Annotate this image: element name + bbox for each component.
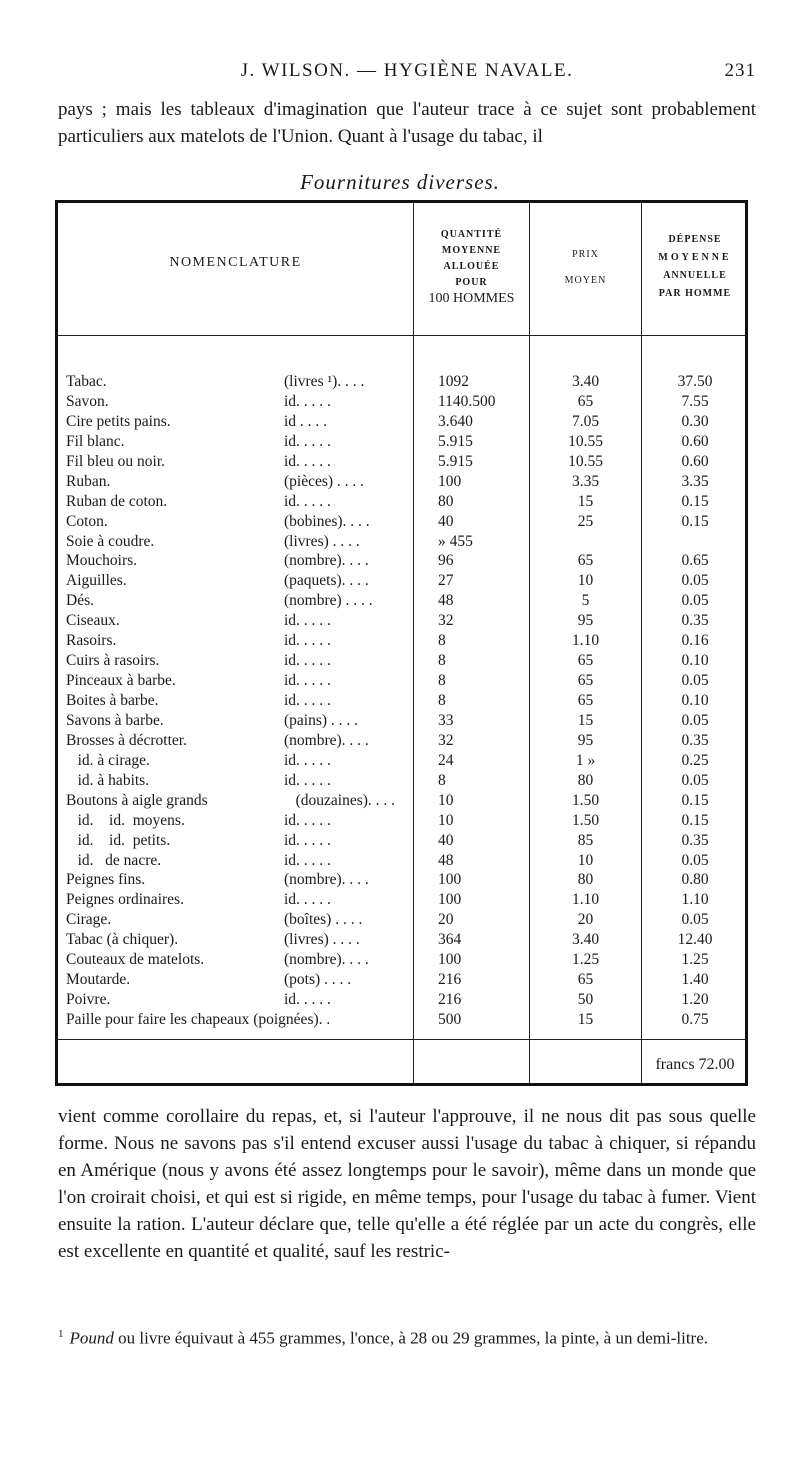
row-expense: 0.15 xyxy=(681,791,709,809)
header-quantite-line: MOYENNE xyxy=(441,245,502,256)
header-quantite-line: ALLOUÉE xyxy=(443,261,500,272)
row-price: 20 xyxy=(577,911,594,929)
row-quantity: 100 xyxy=(438,871,462,889)
row-name: Boutons à aigle grands xyxy=(66,791,208,809)
row-name: Peignes ordinaires. xyxy=(66,891,184,909)
row-unit: id. . . . . xyxy=(284,891,331,909)
row-name: Fil bleu ou noir. xyxy=(66,452,166,470)
row-price: 65 xyxy=(577,971,594,989)
row-quantity: 216 xyxy=(438,971,462,989)
row-price: 15 xyxy=(577,711,594,729)
row-quantity: 100 xyxy=(438,951,462,969)
header-depense-line: PAR HOMME xyxy=(658,288,732,299)
table-row xyxy=(58,671,745,691)
row-expense: 0.35 xyxy=(681,731,709,749)
row-name: Aiguilles. xyxy=(66,572,127,590)
table-row xyxy=(58,851,745,871)
row-quantity: 80 xyxy=(438,492,454,510)
row-expense: 37.50 xyxy=(677,373,713,390)
table-row xyxy=(58,930,745,950)
table-row xyxy=(58,571,745,591)
row-unit: id . . . . xyxy=(284,412,328,430)
row-quantity: 32 xyxy=(438,612,454,630)
table-row xyxy=(58,990,745,1010)
row-price: 3.35 xyxy=(571,472,600,490)
row-expense: 7.55 xyxy=(681,392,709,410)
row-expense: 0.05 xyxy=(681,851,709,869)
row-unit: (nombre) . . . . xyxy=(284,592,373,610)
row-expense: 1.20 xyxy=(681,991,709,1009)
row-quantity: 1140.500 xyxy=(438,392,496,410)
row-unit: (livres) . . . . xyxy=(284,532,360,550)
table-row xyxy=(58,811,745,831)
row-quantity: 100 xyxy=(438,891,462,909)
table-row xyxy=(58,492,745,512)
row-name: Rasoirs. xyxy=(66,632,117,650)
footnote-term: Pound xyxy=(69,1328,114,1348)
table-row xyxy=(58,392,745,412)
table-row xyxy=(58,651,745,671)
row-expense: 0.15 xyxy=(681,811,709,829)
header-depense-line: ANNUELLE xyxy=(663,270,727,281)
row-unit: (paquets). . . . xyxy=(284,572,369,590)
header-quantite-line: QUANTITÉ xyxy=(440,229,503,240)
row-expense: 0.05 xyxy=(681,592,709,610)
row-unit: id. . . . . xyxy=(284,811,331,829)
row-unit: id. . . . . xyxy=(284,692,331,709)
row-unit: id. . . . . xyxy=(284,652,331,670)
row-expense: 1.40 xyxy=(681,971,709,989)
table-row xyxy=(58,831,745,851)
row-price: 5 xyxy=(581,592,590,610)
row-name: id. id. moyens. xyxy=(66,811,185,829)
row-expense: 0.35 xyxy=(681,612,709,630)
row-name: Fil blanc. xyxy=(66,432,125,450)
row-price: 65 xyxy=(577,692,594,709)
row-quantity: 32 xyxy=(438,731,454,749)
row-quantity: 1092 xyxy=(438,373,469,390)
row-quantity: 33 xyxy=(438,711,454,729)
row-price: 15 xyxy=(577,1011,594,1028)
row-price: 10 xyxy=(577,572,594,590)
table-row xyxy=(58,611,745,631)
row-price: 10.55 xyxy=(568,452,603,470)
row-unit: (nombre). . . . xyxy=(284,731,369,749)
row-quantity: 40 xyxy=(438,831,454,849)
page-number: 231 xyxy=(724,60,756,81)
row-name: Cirage. xyxy=(66,911,112,929)
row-unit: (douzaines). . . . xyxy=(284,791,396,809)
row-expense: 0.75 xyxy=(681,1011,709,1028)
row-expense: 1.10 xyxy=(681,891,709,909)
row-expense: 0.25 xyxy=(681,751,709,769)
row-quantity: 8 xyxy=(438,672,446,690)
row-quantity: » 455 xyxy=(438,532,473,550)
table-total: francs 72.00 xyxy=(655,1056,735,1073)
row-expense: 0.05 xyxy=(681,672,709,690)
row-name: Soie à coudre. xyxy=(66,532,155,550)
row-quantity: 100 xyxy=(438,472,462,490)
table-row xyxy=(58,771,745,791)
row-quantity: 10 xyxy=(438,791,454,809)
table-row xyxy=(58,551,745,571)
row-price: 3.40 xyxy=(571,931,600,949)
row-quantity: 27 xyxy=(438,572,454,590)
row-expense: 12.40 xyxy=(677,931,713,949)
row-price: 15 xyxy=(577,492,594,510)
row-quantity: 8 xyxy=(438,692,446,709)
paragraph-bottom: vient comme corollaire du repas, et, si l'auteur l'approuve, il ne nous dit pas sous quelle forme. Nous ne savons pas s'il entend excuser aussi l'usage du tabac à chiquer, si répandu en Amérique (nous y avons été assez longtemps pour le savoir), même dans un monde que l'on croirait choisi, et qui est si rigide, en même temps, pour l'usage du tabac à fumer. Vient ensuite la ration. L'auteur déclare que, telle qu'elle a été réglée par un acte du congrès, elle est excellente en quantité et qualité, sauf les restric- xyxy=(58,1106,756,1262)
header-depense-line: MOYENNE xyxy=(658,252,732,263)
table-row xyxy=(58,970,745,990)
row-quantity: 48 xyxy=(438,592,454,610)
row-price: 95 xyxy=(577,731,594,749)
table-row xyxy=(58,631,745,651)
row-unit: id. . . . . xyxy=(284,632,331,650)
row-unit: id. . . . . xyxy=(284,851,331,869)
table-row xyxy=(58,691,745,711)
row-name: Couteaux de matelots. xyxy=(66,951,205,969)
row-expense: 0.30 xyxy=(681,412,709,430)
row-unit: id. . . . . xyxy=(284,672,331,690)
row-expense: 0.80 xyxy=(681,871,709,889)
table-row xyxy=(58,910,745,930)
table-row xyxy=(58,950,745,970)
row-name: id. id. petits. xyxy=(66,831,171,849)
row-expense: 0.10 xyxy=(681,652,709,670)
row-name: Ruban. xyxy=(66,472,111,490)
supplies-table xyxy=(55,200,748,1086)
row-price: 65 xyxy=(577,652,594,670)
row-name: id. à habits. xyxy=(66,771,150,789)
running-head-title: J. WILSON. — HYGIÈNE NAVALE. xyxy=(240,60,574,81)
row-quantity: 8 xyxy=(438,771,446,789)
row-unit: (nombre). . . . xyxy=(284,552,369,570)
row-expense: 0.16 xyxy=(681,632,709,650)
row-expense: 0.05 xyxy=(681,572,709,590)
row-unit: id. . . . . xyxy=(284,492,331,510)
header-depense xyxy=(642,231,748,303)
row-quantity: 8 xyxy=(438,632,446,650)
row-price: 1 » xyxy=(575,751,596,769)
row-name: Moutarde. xyxy=(66,971,131,989)
table-row xyxy=(58,711,745,731)
row-expense: 0.05 xyxy=(681,911,709,929)
row-unit: (nombre). . . . xyxy=(284,951,369,969)
row-name: Mouchoirs. xyxy=(66,552,138,570)
row-price: 65 xyxy=(577,672,594,690)
header-nomenclature: NOMENCLATURE xyxy=(169,255,302,270)
row-quantity: 20 xyxy=(438,911,454,929)
row-expense: 1.25 xyxy=(681,951,709,969)
row-name: Tabac. xyxy=(66,373,107,390)
row-price: 95 xyxy=(577,612,594,630)
table-row xyxy=(58,870,745,890)
header-depense-line: DÉPENSE xyxy=(668,234,722,245)
row-price: 1.10 xyxy=(571,632,600,650)
row-unit: (nombre). . . . xyxy=(284,871,369,889)
row-expense: 0.10 xyxy=(681,692,709,709)
row-quantity: 40 xyxy=(438,512,454,530)
row-expense: 0.05 xyxy=(681,711,709,729)
row-unit: (pains) . . . . xyxy=(284,711,359,729)
header-prix-line: PRIX xyxy=(572,249,599,260)
row-price: 50 xyxy=(577,991,594,1009)
row-price: 1.50 xyxy=(571,791,600,809)
table-row xyxy=(58,372,745,392)
row-name: id. à cirage. xyxy=(66,751,150,769)
row-price: 7.05 xyxy=(571,412,600,430)
row-name: Coton. xyxy=(66,512,108,530)
row-expense: 0.05 xyxy=(681,771,709,789)
row-name: Tabac (à chiquer). xyxy=(66,931,179,949)
row-unit: (livres) . . . . xyxy=(284,931,360,949)
row-name: Poivre. xyxy=(66,991,111,1009)
row-price: 1.25 xyxy=(571,951,600,969)
row-unit: (pièces) . . . . xyxy=(284,472,365,490)
row-price: 3.40 xyxy=(571,373,600,390)
row-name: Paille pour faire les chapeaux (poignées). . xyxy=(66,1011,331,1028)
row-name: Ruban de coton. xyxy=(66,492,168,510)
row-quantity: 24 xyxy=(438,751,454,769)
row-price: 65 xyxy=(577,552,594,570)
row-expense: 0.15 xyxy=(681,492,709,510)
table-row xyxy=(58,731,745,751)
row-expense: 3.35 xyxy=(681,472,709,490)
row-unit: id. . . . . xyxy=(284,831,331,849)
row-unit: (boîtes) . . . . xyxy=(284,911,363,929)
row-unit: (bobines). . . . xyxy=(284,512,370,530)
row-price: 1.10 xyxy=(571,891,600,909)
table-row xyxy=(58,512,745,532)
paragraph-top: pays ; mais les tableaux d'imagination que l'auteur trace à ce sujet sont probablement particuliers aux matelots de l'Union. Quant à l'usage du tabac, il xyxy=(58,99,756,147)
row-name: Peignes fins. xyxy=(66,871,146,889)
footnote-separator xyxy=(58,1314,756,1322)
row-unit: id. . . . . xyxy=(284,612,331,630)
row-unit: id. . . . . xyxy=(284,771,331,789)
row-price: 10 xyxy=(577,851,594,869)
row-quantity: 3.640 xyxy=(438,412,473,430)
row-expense: 0.60 xyxy=(681,432,709,450)
row-name: Dés. xyxy=(66,592,94,610)
table-row xyxy=(58,791,745,811)
row-unit: id. . . . . xyxy=(284,452,331,470)
header-divider xyxy=(58,335,745,336)
row-quantity: 5.915 xyxy=(438,432,473,450)
section-title: Fournitures diverses. xyxy=(300,170,500,194)
row-unit: (livres ¹). . . . xyxy=(284,373,365,390)
row-price: 80 xyxy=(577,771,594,789)
row-name: Ciseaux. xyxy=(66,612,120,630)
row-unit: id. . . . . xyxy=(284,991,331,1009)
row-quantity: 5.915 xyxy=(438,452,473,470)
row-price: 85 xyxy=(577,831,594,849)
header-quantite-line: 100 HOMMES xyxy=(428,291,515,306)
row-quantity: 96 xyxy=(438,552,454,570)
row-name: Pinceaux à barbe. xyxy=(66,672,176,690)
row-price: 10.55 xyxy=(568,432,603,450)
row-quantity: 48 xyxy=(438,851,454,869)
row-price: 65 xyxy=(577,392,594,410)
row-quantity: 500 xyxy=(438,1011,462,1028)
row-unit: id. . . . . xyxy=(284,392,331,410)
row-unit: id. . . . . xyxy=(284,432,331,450)
table-row xyxy=(58,432,745,452)
header-quantite xyxy=(414,227,529,307)
table-row xyxy=(58,890,745,910)
table-row xyxy=(58,751,745,771)
table-row xyxy=(58,1010,745,1030)
row-name: id. de nacre. xyxy=(66,851,162,869)
row-name: Savons à barbe. xyxy=(66,711,164,729)
table-body xyxy=(58,372,745,1030)
row-quantity: 10 xyxy=(438,811,454,829)
row-quantity: 8 xyxy=(438,652,446,670)
row-expense: 0.65 xyxy=(681,552,709,570)
row-name: Boites à barbe. xyxy=(66,692,159,709)
footnote-marker: 1 xyxy=(58,1328,64,1340)
header-quantite-line: POUR xyxy=(455,277,488,288)
row-name: Brosses à décrotter. xyxy=(66,731,187,749)
header-prix xyxy=(530,247,641,289)
row-name: Cuirs à rasoirs. xyxy=(66,652,160,670)
row-quantity: 364 xyxy=(438,931,462,949)
table-row xyxy=(58,591,745,611)
row-expense: 0.15 xyxy=(681,512,709,530)
row-expense: 0.35 xyxy=(681,831,709,849)
row-unit: id. . . . . xyxy=(284,751,331,769)
row-quantity: 216 xyxy=(438,991,462,1009)
footnote-text: ou livre équivaut à 455 grammes, l'once, à 28 ou 29 grammes, la pinte, à un demi-litre. xyxy=(118,1328,709,1348)
total-divider xyxy=(58,1039,745,1040)
row-expense: 0.60 xyxy=(681,452,709,470)
row-unit: (pots) . . . . xyxy=(284,971,352,989)
table-row xyxy=(58,472,745,492)
footnote xyxy=(58,1322,756,1351)
table-row xyxy=(58,452,745,472)
table-row xyxy=(58,412,745,432)
row-name: Cire petits pains. xyxy=(66,412,171,430)
row-price: 80 xyxy=(577,871,594,889)
header-prix-line: MOYEN xyxy=(564,275,607,286)
row-name: Savon. xyxy=(66,392,109,410)
table-row xyxy=(58,532,745,552)
row-price: 25 xyxy=(577,512,594,530)
running-head xyxy=(58,60,756,86)
row-price: 1.50 xyxy=(571,811,600,829)
